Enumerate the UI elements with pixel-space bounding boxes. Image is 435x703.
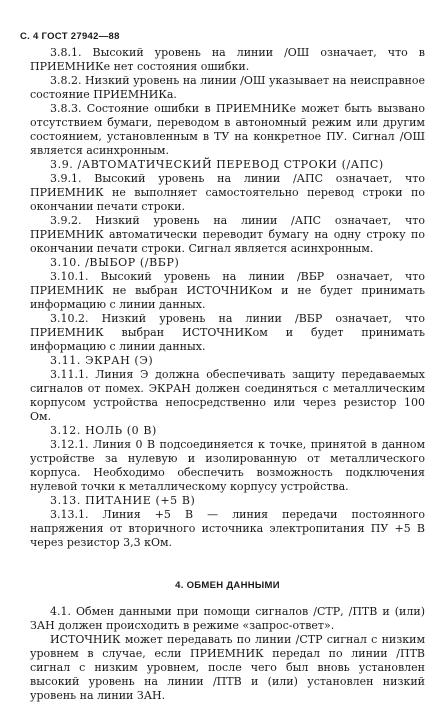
paragraph-3-9-2: 3.9.2. Низкий уровень на линии /АПС означает, что ПРИЕМНИК автоматически переводит бумагу на одну строку по окончании печати строки. Сигнал является асинхронным. <box>30 214 425 255</box>
heading-3-9: 3.9. /АВТОМАТИЧЕСКИЙ ПЕРЕВОД СТРОКИ (/АПС) <box>50 158 384 171</box>
heading-3-11: 3.11. ЭКРАН (Э) <box>50 354 154 367</box>
paragraph-3-13-1: 3.13.1. Линия +5 В — линия передачи постоянного напряжения от вторичного источника электропитания ПУ +5 В через резистор 3,3 кОм. <box>30 508 425 549</box>
paragraph-3-9-1: 3.9.1. Высокий уровень на линии /АПС означает, что ПРИЕМНИК не выполняет самостоятельно перевод строки по окончании печати строки. <box>30 172 425 213</box>
paragraph-3-12-1: 3.12.1. Линия 0 В подсоединяется к точке, принятой в данном устройстве за нулевую и изолированную от металлического корпуса. Необходимо обеспечить возможность подключения нулевой точки к металлическому корпусу устройства. <box>30 438 425 493</box>
paragraph-3-8-1: 3.8.1. Высокий уровень на линии /ОШ означает, что в ПРИЕМНИКе нет состояния ошибки. <box>30 46 425 73</box>
heading-3-13: 3.13. ПИТАНИЕ (+5 В) <box>50 494 196 507</box>
paragraph-3-8-3: 3.8.3. Состояние ошибки в ПРИЕМНИКе может быть вызвано отсутствием бумаги, переводом в автономный режим или другим состоянием, установленным в ТУ на конкретное ПУ. Сигнал /ОШ является асинхронным. <box>30 102 425 157</box>
page-header: С. 4 ГОСТ 27942—88 <box>20 31 120 42</box>
paragraph-4-1: 4.1. Обмен данными при помощи сигналов /СТР, /ПТВ и (или) ЗАН должен происходить в режиме «запрос-ответ». <box>30 605 425 632</box>
paragraph-3-11-1: 3.11.1. Линия Э должна обеспечивать защиту передаваемых сигналов от помех. ЭКРАН должен соединяться с металлическим корпусом устройства непосредственно или через резистор 100 Ом. <box>30 368 425 423</box>
heading-3-10: 3.10. /ВЫБОР (/ВБР) <box>50 256 180 269</box>
document-body <box>30 46 425 703</box>
paragraph-3-10-1: 3.10.1. Высокий уровень на линии /ВБР означает, что ПРИЕМНИК не выбран ИСТОЧНИКом и не будет принимать информацию с линии данных. <box>30 270 425 311</box>
heading-3-12: 3.12. НОЛЬ (0 В) <box>50 424 157 437</box>
section-4-title: 4. ОБМЕН ДАННЫМИ <box>175 580 280 591</box>
paragraph-3-10-2: 3.10.2. Низкий уровень на линии /ВБР означает, что ПРИЕМНИК выбран ИСТОЧНИКом и будет принимать информацию с линии данных. <box>30 312 425 353</box>
paragraph-4-1-source: ИСТОЧНИК может передавать по линии /СТР сигнал с низким уровнем в случае, если ПРИЕМНИК передал по линии /ПТВ сигнал с низким уровнем, после чего был вновь установлен высокий уровень на линии /ПТВ и (или) установлен низкий уровень на линии ЗАН. <box>30 633 425 702</box>
paragraph-3-8-2: 3.8.2. Низкий уровень на линии /ОШ указывает на неисправное состояние ПРИЕМНИКа. <box>30 74 425 101</box>
